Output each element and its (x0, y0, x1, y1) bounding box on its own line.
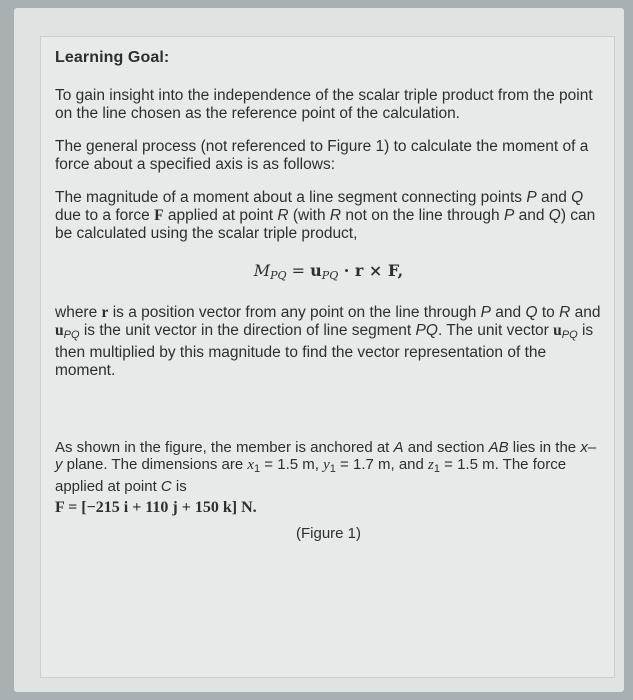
problem-statement: As shown in the figure, the member is anchored at A and section AB lies in the x–y plane. The dimensions are $x_1 = 1.5$ m, $y_1 = 1.7$ m, and $z_1 = 1.5$ m. The force applied at point C is (55, 439, 597, 495)
learning-goal-panel (40, 36, 615, 678)
force-vector: F = [−215 i + 110 j + 150 k] N. (55, 499, 257, 516)
intro-paragraph: To gain insight into the independence of the scalar triple product from the point on the line chosen as the reference point of the calculation. (55, 87, 593, 122)
magnitude-paragraph: The magnitude of a moment about a line segment connecting points P and Q due to a force F applied at point R (with R not on the line through P and Q) can be calculated using the scalar triple product, (55, 189, 596, 242)
scalar-triple-product-formula: $M_{PQ} = u_{PQ} \cdot r \times F$, (253, 261, 404, 282)
learning-goal-title: Learning Goal: (55, 49, 170, 66)
where-paragraph: where r is a position vector from any point on the line through P and Q to R and $u_{PQ}$ is the unit vector in the direction of line segment PQ. The unit vector $u_{PQ}$ is then multiplied by this magnitude to find the vector representation of the moment. (55, 304, 601, 379)
spacer (55, 395, 602, 439)
general-process-paragraph: The general process (not referenced to Figure 1) to calculate the moment of a force about a specified axis is as follows: (55, 138, 589, 173)
figure-1-link[interactable]: (Figure 1) (295, 525, 362, 542)
